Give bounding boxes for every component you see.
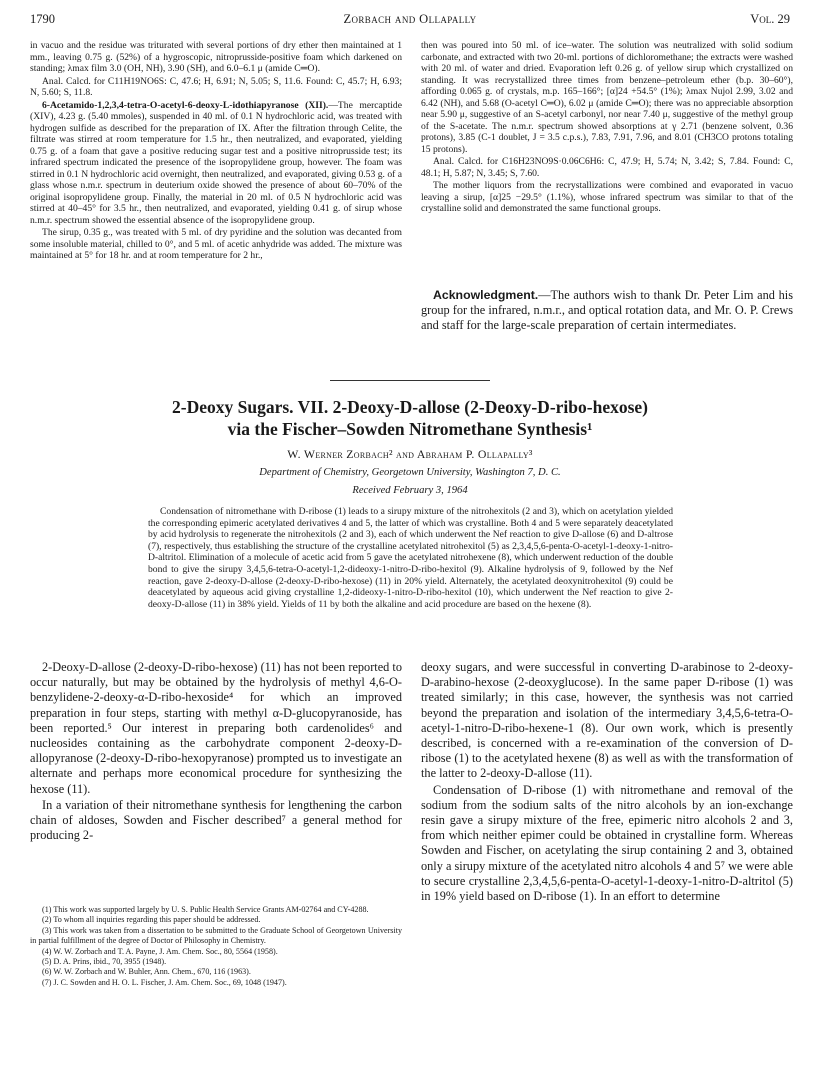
analysis-paragraph: Anal. Calcd. for C16H23NO9S·0.06C6H6: C, 47.9; H, 5.74; N, 3.42; S, 7.84. Found: C, 48.1; H, 5.87; N, 3.45; S, 7.60. xyxy=(421,156,793,179)
running-head-authors: Zorbach and Ollapally xyxy=(343,12,477,26)
acknowledgment-text: —The authors wish to thank Dr. Peter Lim and his group for the infrared, n.m.r., and optical rotation data, and Mr. O. P. Crews and staff for the large-scale preparation of certain intermediates. xyxy=(421,288,793,333)
authors-text: W. Werner Zorbach² and Abraham P. Ollapally³ xyxy=(287,447,533,461)
footnote: (5) D. A. Prins, ibid., 70, 3955 (1948). xyxy=(42,957,167,967)
affiliation: Department of Chemistry, Georgetown University, Washington 7, D. C. xyxy=(259,467,561,478)
footnotes xyxy=(30,905,402,988)
footnote: (3) This work was taken from a dissertation to be submitted to the Graduate School of Georgetown University in partial fulfillment of the degree of Doctor of Philosophy in Chemistry. xyxy=(30,925,402,946)
footnote: (6) W. W. Zorbach and W. Buhler, Ann. Chem., 670, 116 (1963). xyxy=(42,967,251,977)
article-authors xyxy=(30,447,790,462)
footnote: (1) This work was supported largely by U. S. Public Health Service Grants AM-02764 and CY-4288. xyxy=(42,905,369,914)
acknowledgment-heading: Acknowledgment. xyxy=(433,288,539,302)
running-head xyxy=(30,12,790,30)
abstract: Condensation of nitromethane with D-ribose (1) leads to a sirupy mixture of the nitrohexitols (2 and 3), which on acetylation yielded the corresponding epimeric acetylated derivatives 4 and 5, the latter of which was crystalline. Both 4 and 5 were separately deacetylated by acid hydrolysis to regenerate the nitrohexitols (2 and 3), each of which underwent the Nef reaction to give D-allose (6) and D-altrose (7), respectively, thus establishing the structure of the crystalline acetylated nitrohexitol (5) as 2,3,4,5,6-penta-O-acetyl-1-deoxy-1-nitro-D-altritol. Elimination of a molecule of acetic acid from 5 gave the acetylated nitrohexene (8), which underwent reduction of the double bond to give the sirupy 3,4,5,6-tetra-O-acetyl-1,2-dideoxy-1-nitro-D-ribo-hexitol (9). Alkaline hydrolysis of 9, followed by the Nef reaction, gave 2-deoxy-D-allose (2-deoxy-D-ribo-hexose) (11) in 20% yield. Alternately, the acetylated deoxynitrohexitol (9) could be deacetylated by aqueous acid giving crystalline 1,2-dideoxy-1-nitro-D-ribo-hexitol (10), which underwent the Nef reaction to give 2-deoxy-D-allose (11) in 38% yield. Yields of 11 by both the alkaline and acid procedure are based on the hexene (8). xyxy=(148,506,673,610)
compound-heading: 6-Acetamido-1,2,3,4-tetra-O-acetyl-6-deoxy-L-idothiapyranose (XII). xyxy=(42,99,329,111)
paragraph: deoxy sugars, and were successful in converting D-arabinose to 2-deoxy-D-arabino-hexose (2-deoxyglucose). In the same paper D-ribose (1) was treated similarly; in this case, however, the synthesis was not carried beyond the preparation and isolation of the intermediary 3,4,5,6-tetra-O-acetyl-1-nitro-D-ribo-hexene-1 (8). Our own work, which is presently described, is concerned with a re-examination of the conversion of D-ribose (1) to the acetylated hexene (8) as well as with the transformation of the latter to 2-deoxy-D-allose (11). xyxy=(421,660,793,781)
paragraph: then was poured into 50 ml. of ice–water. The solution was neutralized with solid sodium carbonate, and extracted with two 20-ml. portions of dichloromethane; the extracts were washed with 20 ml. of water and dried. Evaporation left 0.26 g. of yellow sirup which crystallized on standing. It was recrystallized three times from benzene–petroleum ether (b.p. 30–60°), affording 0.065 g. of crystals, m.p. 165–166°; [α]24 +54.5° (1%); λmax Nujol 2.99, 3.02 and 6.42 (NH), and 5.68 (O-acetyl C═O), 6.02 μ (amide C═O); there was no appreciable absorption near 5.90 μ, suggestive of an S-acetyl carbonyl, nor near 7.40 μ, suggestive of the methyl group of the S-acetate. The n.m.r. spectrum showed absorptions at γ 2.71 (benzene solvent, 0.36 protons), 3.85 (C-1 doublet, J = 3.5 c.p.s.), 7.83, 7.91, 7.96, and 8.01 (CH3CO protons totaling 15 protons). xyxy=(421,40,793,155)
experimental-paragraph xyxy=(30,100,402,227)
previous-article-left-column xyxy=(30,40,402,262)
body-right-column xyxy=(421,660,793,904)
title-line-1: 2-Deoxy Sugars. VII. 2-Deoxy-D-allose (2-Deoxy-D-ribo-hexose) xyxy=(172,397,648,417)
paragraph: In a variation of their nitromethane synthesis for lengthening the carbon chain of aldoses, Sowden and Fischer described⁷ a general method for producing 2- xyxy=(30,797,402,843)
paragraph: The mother liquors from the recrystallizations were combined and evaporated in vacuo leaving a sirup, [α]25 −29.5° (1.1%), whose infrared spectrum was similar to that of the crystalline solid and demonstrated the same functional groups. xyxy=(421,180,793,214)
paragraph: Condensation of D-ribose (1) with nitromethane and removal of the sodium from the sodium salts of the nitro alcohols by an ion-exchange resin gave a sirupy mixture of the free, epimeric nitro alcohols 2 and 3, from which neither epimer could be obtained in crystalline form. Whereas Sowden and Fischer, on acetylating the sirup containing 2 and 3, obtained only a sirupy mixture of the acetylated nitro alcohols 4 and 5⁷ we were able to secure crystalline 2,3,4,5,6-penta-O-acetyl-1-deoxy-1-nitro-D-altritol (5) in 19% yield based on D-ribose (1). In an effort to determine xyxy=(421,782,793,904)
article-divider xyxy=(330,380,490,381)
received-date: Received February 3, 1964 xyxy=(352,485,468,496)
previous-article-right-column xyxy=(421,40,793,215)
acknowledgment xyxy=(421,288,793,334)
analysis-paragraph: Anal. Calcd. for C11H19NO6S: C, 47.6; H, 6.91; N, 5.05; S, 11.6. Found: C, 45.7; H, 6.93; N, 5.60; S, 11.8. xyxy=(30,75,402,98)
body-left-column xyxy=(30,660,402,843)
paragraph: 2-Deoxy-D-allose (2-deoxy-D-ribo-hexose) (11) has not been reported to occur naturally, but may be obtained by the hydrolysis of methyl 4,6-O-benzylidene-2-deoxy-α-D-ribo-hexoside⁴ for which an improved preparation in four steps, starting with methyl α-D-glucopyranoside, has been reported.⁵ Our interest in preparing both cardenolides⁶ and nucleosides containing as the carbohydrate component 2-deoxy-D-allopyranose (2-deoxy-D-ribo-hexopyranose) prompted us to investigate an alternate and perhaps more economical procedure for synthesizing the hexose (11). xyxy=(30,660,402,796)
page-number: 1790 xyxy=(30,12,55,26)
article-title xyxy=(30,396,790,440)
paragraph: The sirup, 0.35 g., was treated with 5 ml. of dry pyridine and the solution was decanted from some insoluble material, chilled to 0°, and 5 ml. of acetic anhydride was added. The mixture was maintained at 5° for 18 hr. and at room temperature for 2 hr., xyxy=(30,227,402,261)
paragraph: in vacuo and the residue was triturated with several portions of dry ether then maintained at 1 mm., leaving 0.75 g. (52%) of a hygroscopic, nitroprusside-positive foam which darkened on standing; λmax film 3.0 (OH, NH), 3.90 (SH), and 6.0–6.1 μ (amide C═O). xyxy=(30,40,402,74)
title-line-2: via the Fischer–Sowden Nitromethane Synthesis¹ xyxy=(227,419,593,439)
volume-number: Vol. 29 xyxy=(750,12,790,26)
footnote: (4) W. W. Zorbach and T. A. Payne, J. Am. Chem. Soc., 80, 5564 (1958). xyxy=(42,946,278,956)
footnote: (2) To whom all inquiries regarding this paper should be addressed. xyxy=(42,915,261,925)
footnote: (7) J. C. Sowden and H. O. L. Fischer, J. Am. Chem. Soc., 69, 1048 (1947). xyxy=(42,977,287,987)
experimental-text: —The mercaptide (XIV), 4.23 g. (5.40 mmoles), suspended in 40 ml. of 0.1 N hydrochloric acid, was treated with hydrogen sulfide as described for the preparation of IX. After the filtration through Celite, the filtrate was stirred at room temperature for 1.5 hr., then neutralized, and evaporated, yielding 0.75 g. of a foam that gave a positive reducing sugar test and a positive nitroprusside test; its infrared spectrum indicated the presence of the isopropylidene group, however. The foam was stirred in 0.1 N hydrochloric acid overnight, then neutralized, and evaporated, giving 0.53 g. of a glass whose n.m.r. spectrum in deuterium oxide showed the presence of about 60–70% of the original isopropylidene group. Finally, the material in 20 ml. of 0.5 N hydrochloric acid was stirred at 40–45° for 3.5 hr., then neutralized, and evaporated, yielding 0.41 g. of sirup whose n.m.r. spectrum showed the essential absence of the isopropylidene group. xyxy=(30,99,402,226)
